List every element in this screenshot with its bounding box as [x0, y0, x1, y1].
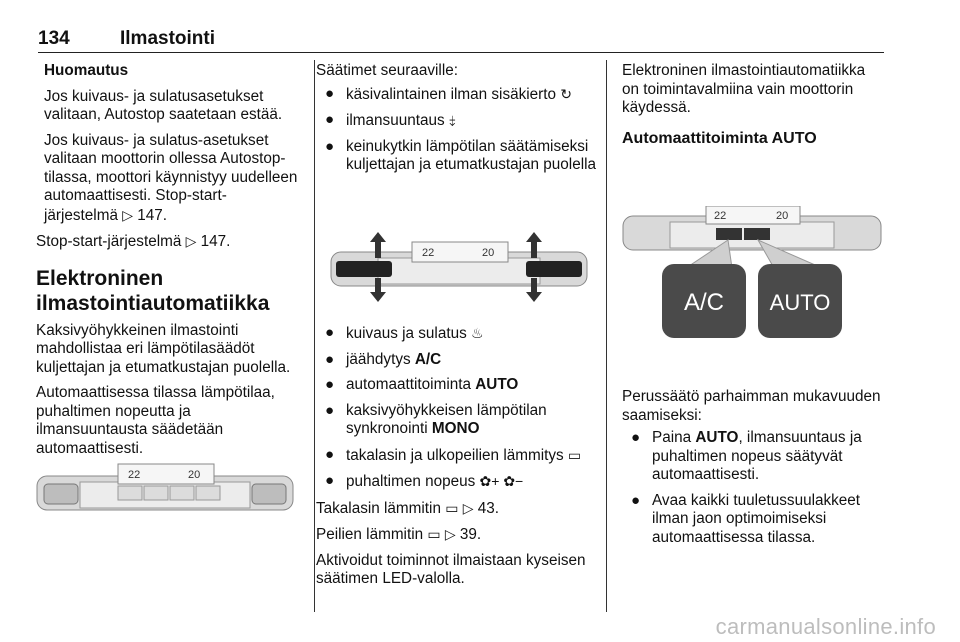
- ref-page[interactable]: 147.: [200, 233, 231, 250]
- panel-temp-left: 22: [128, 469, 141, 481]
- column-3: [622, 62, 884, 148]
- air-distribution-icon: ⤈: [448, 112, 456, 128]
- column-1: [36, 62, 298, 465]
- note-paragraph-1: Jos kuivaus- ja sulatusasetukset valitaan, Autostop saatetaan estää.: [44, 87, 283, 123]
- list-item: ● käsivalintainen ilman sisäkierto ↻: [325, 84, 572, 103]
- panel-temp-left: 22: [422, 247, 435, 259]
- section-title: Ilmastointi: [120, 28, 216, 49]
- rear-window-heat-icon: ▭: [445, 499, 459, 516]
- note-paragraph-2: Jos kuivaus- ja sulatus-asetukset valitaan moottorin ollessa Autostop-tilassa, moottori käynnistyy uudelleen automaattisesti. Stop-start-järjestelmä ▷ 147.: [44, 131, 298, 224]
- page-header: [38, 22, 884, 53]
- list-item: ● keinukytkin lämpötilan säätämiseksi kuljettajan ja etumatkustajan puolella: [325, 137, 597, 173]
- controls-list-top: [316, 85, 606, 175]
- recirculation-icon: ↻: [560, 85, 572, 102]
- rear-heater-ref: Takalasin lämmitin ▭ ▷ 43.: [316, 499, 499, 517]
- ref-arrow-icon: ▷: [462, 499, 474, 516]
- rear-window-heat-icon: ▭: [427, 526, 441, 542]
- note-box: [36, 62, 298, 225]
- ref-page[interactable]: 43.: [477, 499, 499, 517]
- controls-list-bottom: [316, 324, 606, 492]
- list-item: ● Paina AUTO, ilmansuuntaus ja puhaltimen nopeus säätyvät automaattisesti.: [631, 429, 862, 483]
- list-item: ● jäähdytys A/C: [325, 350, 442, 368]
- rocker-switch-image: [330, 228, 588, 306]
- ref-arrow-icon: ▷: [444, 526, 456, 542]
- list-item: ● puhaltimen nopeus ✿+ ✿−: [325, 472, 524, 490]
- note-title: Huomautus: [44, 62, 129, 79]
- paragraph: Elektroninen ilmastointiautomatiikka on toimintavalmiina vain moottorin käydessä.: [622, 62, 866, 116]
- basic-setting-list: [622, 429, 884, 547]
- watermark: carmanualsonline.info: [715, 614, 936, 639]
- subsection-heading: Automaattitoiminta AUTO: [622, 129, 817, 147]
- list-item: ● takalasin ja ulkopeilien lämmitys ▭: [325, 445, 582, 464]
- list-item: ● kuivaus ja sulatus ♨: [325, 324, 484, 342]
- rear-window-heat-icon: ▭: [567, 446, 582, 463]
- column-2: [316, 62, 606, 182]
- climate-panel-image: [36, 462, 294, 520]
- stopstart-ref: Stop-start-järjestelmä ▷ 147.: [36, 233, 231, 250]
- page-number: 134: [38, 28, 70, 49]
- ac-button-label: A/C: [683, 289, 725, 316]
- column-3-lower: [622, 388, 884, 554]
- controls-intro: Säätimet seuraaville:: [316, 62, 458, 79]
- basic-setting-intro: Perussäätö parhaimman mukavuuden saamiseksi:: [622, 388, 881, 424]
- ref-page[interactable]: 147.: [137, 206, 168, 224]
- mirror-heater-ref: Peilien lämmitin ▭ ▷ 39.: [316, 526, 482, 543]
- led-note: Aktivoidut toiminnot ilmaistaan kyseisen säätimen LED-valolla.: [316, 551, 586, 587]
- panel-temp-left: 22: [714, 210, 727, 222]
- list-item: ● ilmansuuntaus ⤈: [325, 111, 456, 129]
- ref-arrow-icon: ▷: [185, 233, 197, 249]
- auto-button-image: [622, 206, 882, 342]
- column-divider: [314, 60, 315, 612]
- list-item: ● automaattitoiminta AUTO: [325, 376, 519, 393]
- section-heading: Elektroninen ilmastointiautomatiikka: [36, 266, 270, 315]
- ref-arrow-icon: ▷: [122, 206, 133, 223]
- panel-temp-right: 20: [776, 210, 789, 222]
- panel-temp-right: 20: [482, 247, 495, 259]
- fan-speed-icon: ✿+ ✿−: [479, 473, 524, 489]
- defrost-icon: ♨: [471, 325, 484, 341]
- panel-temp-right: 20: [188, 469, 201, 481]
- paragraph: Kaksivyöhykkeinen ilmastointi mahdollistaa eri lämpötilasäädöt kuljettajan ja etumatkustajan puolella.: [36, 321, 291, 376]
- paragraph: Automaattisessa tilassa lämpötilaa, puhaltimen nopeutta ja ilmansuuntausta säädetään automaattisesti.: [36, 384, 275, 457]
- list-item: ● Avaa kaikki tuuletussuulakkeet ilman jaon optimoimiseksi automaattisessa tilassa.: [631, 491, 861, 546]
- column-2-lower: [316, 324, 606, 596]
- auto-button-label: AUTO: [769, 290, 831, 315]
- list-item: ● kaksivyöhykkeisen lämpötilan synkronointi MONO: [325, 401, 547, 437]
- column-divider: [606, 60, 607, 612]
- ref-page[interactable]: 39.: [459, 526, 482, 543]
